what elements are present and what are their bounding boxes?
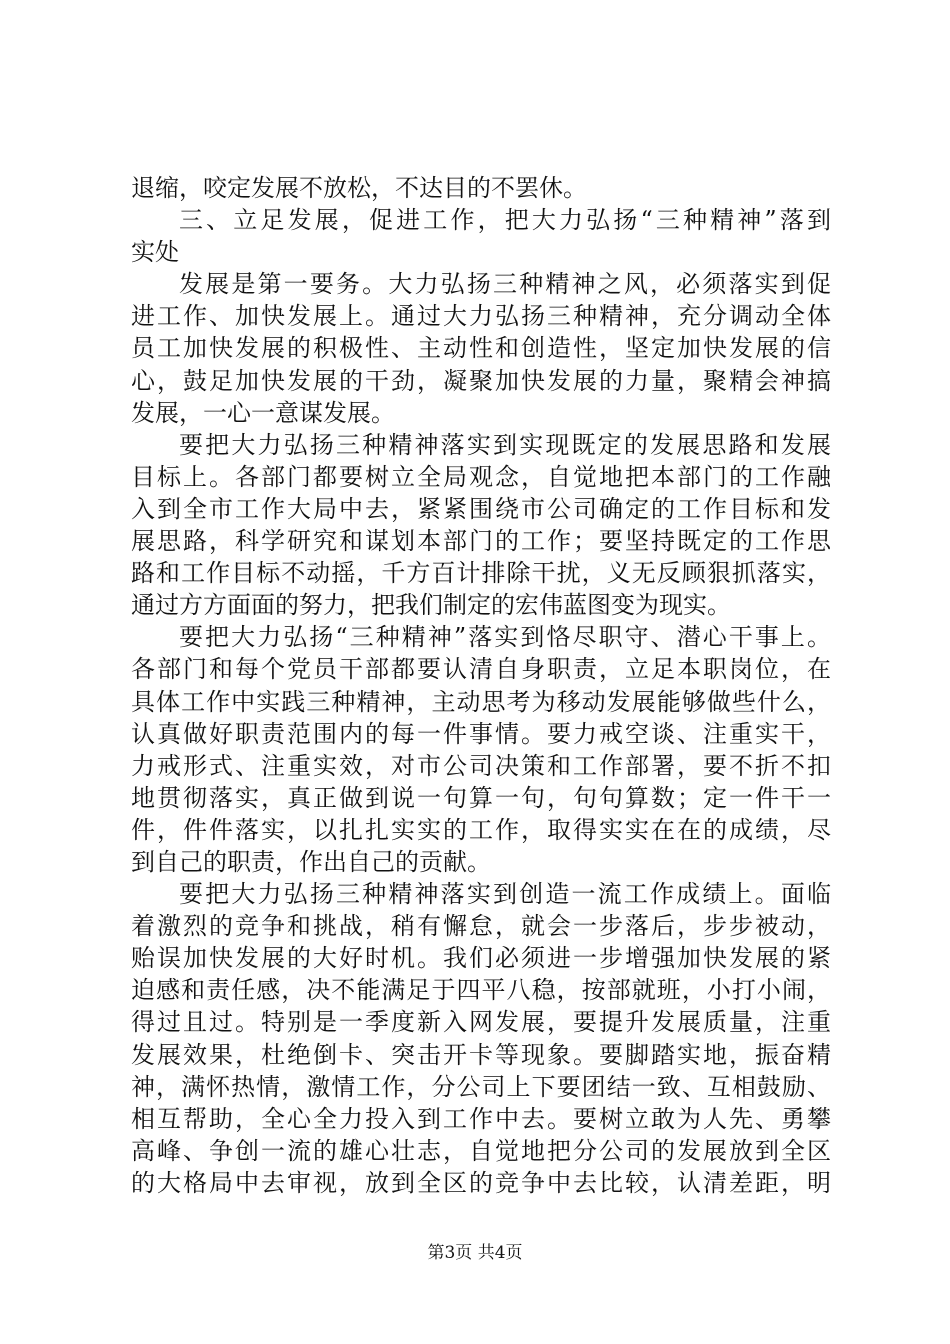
text-line: 贻误加快发展的大好时机。我们必须进一步增强加快发展的紧 <box>131 944 831 973</box>
text-line: 展思路，科学研究和谋划本部门的工作；要坚持既定的工作思 <box>131 527 831 556</box>
text-line: 心，鼓足加快发展的干劲，凝聚加快发展的力量，聚精会神搞 <box>131 366 831 395</box>
page-number: 第3页 共4页 <box>427 1243 523 1263</box>
text-line: 具体工作中实践三种精神，主动思考为移动发展能够做些什么， <box>131 687 831 716</box>
text-line: 发展是第一要务。大力弘扬三种精神之风，必须落实到促 <box>179 270 831 299</box>
document-body <box>131 172 831 1199</box>
text-line: 退缩，咬定发展不放松，不达目的不罢休。 <box>131 174 587 202</box>
text-line: 力戒形式、注重实效，对市公司决策和工作部署，要不折不扣 <box>131 751 831 780</box>
text-line: 认真做好职责范围内的每一件事情。要力戒空谈、注重实干， <box>131 719 831 748</box>
text-line: 各部门和每个党员干部都要认清自身职责，立足本职岗位，在 <box>131 655 831 684</box>
text-line: 要把大力弘扬三种精神落实到实现既定的发展思路和发展 <box>179 430 831 459</box>
text-line: 三、立足发展，促进工作，把大力弘扬“三种精神”落到 <box>179 206 831 235</box>
text-line: 的大格局中去审视，放到全区的竞争中去比较，认清差距，明 <box>131 1168 831 1197</box>
text-line: 高峰、争创一流的雄心壮志，自觉地把分公司的发展放到全区 <box>131 1136 831 1165</box>
text-line: 要把大力弘扬“三种精神”落实到恪尽职守、潜心干事上。 <box>179 623 831 652</box>
text-line: 通过方方面面的努力，把我们制定的宏伟蓝图变为现实。 <box>131 591 731 620</box>
text-line: 着激烈的竞争和挑战，稍有懈怠，就会一步落后，步步被动， <box>131 912 831 941</box>
text-line: 路和工作目标不动摇，千方百计排除干扰，义无反顾狠抓落实， <box>131 559 831 588</box>
text-line: 迫感和责任感，决不能满足于四平八稳，按部就班，小打小闹， <box>131 976 831 1005</box>
text-line: 要把大力弘扬三种精神落实到创造一流工作成绩上。面临 <box>179 880 831 909</box>
text-line: 员工加快发展的积极性、主动性和创造性，坚定加快发展的信 <box>131 334 831 363</box>
text-line: 进工作、加快发展上。通过大力弘扬三种精神，充分调动全体 <box>131 302 831 331</box>
text-line: 发展，一心一意谋发展。 <box>131 398 395 427</box>
text-line: 目标上。各部门都要树立全局观念，自觉地把本部门的工作融 <box>131 462 831 491</box>
text-line: 件，件件落实，以扎扎实实的工作，取得实实在在的成绩，尽 <box>131 815 831 844</box>
text-line: 相互帮助，全心全力投入到工作中去。要树立敢为人先、勇攀 <box>131 1104 831 1133</box>
text-line: 得过且过。特别是一季度新入网发展，要提升发展质量，注重 <box>131 1008 831 1037</box>
text-line: 到自己的职责，作出自己的贡献。 <box>131 847 491 876</box>
text-line: 实处 <box>131 238 179 267</box>
text-line: 地贯彻落实，真正做到说一句算一句，句句算数；定一件干一 <box>131 783 831 812</box>
page-footer <box>0 1242 950 1264</box>
text-line: 入到全市工作大局中去，紧紧围绕市公司确定的工作目标和发 <box>131 494 831 523</box>
text-line: 发展效果，杜绝倒卡、突击开卡等现象。要脚踏实地，振奋精 <box>131 1040 831 1069</box>
text-line: 神，满怀热情，激情工作，分公司上下要团结一致、互相鼓励、 <box>131 1072 831 1101</box>
